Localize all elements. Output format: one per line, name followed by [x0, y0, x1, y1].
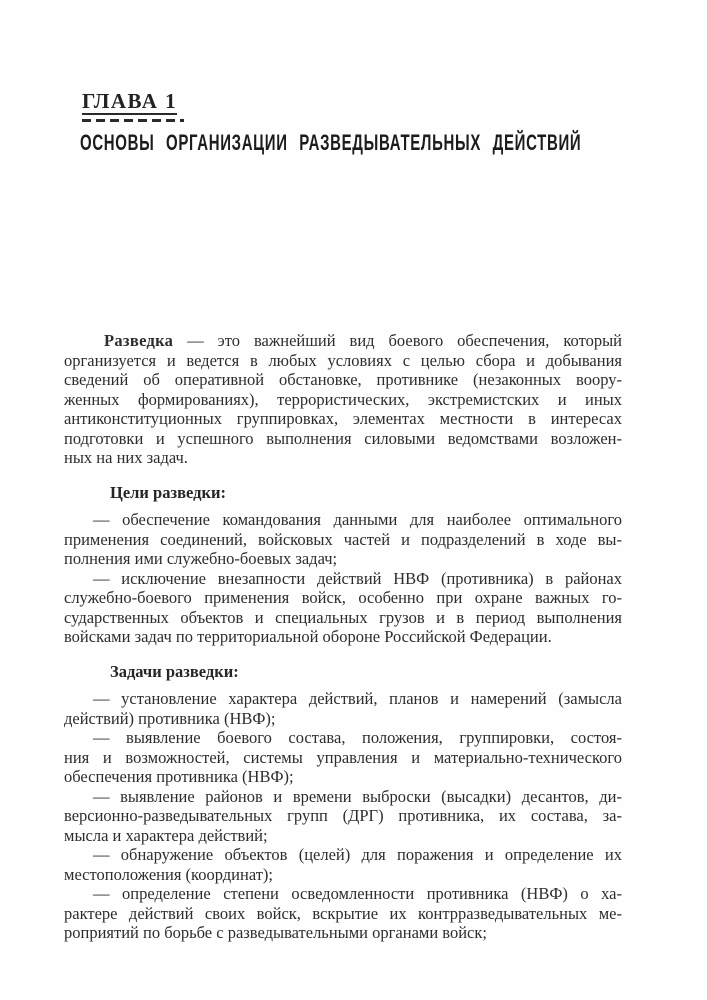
- text-line: войсками задач по территориальной обороне Российской Федерации.: [64, 627, 552, 646]
- chapter-dashed-underline: [82, 119, 184, 122]
- list-item: [64, 787, 622, 846]
- text-line: полнения ими служебно-боевых задач;: [64, 549, 338, 568]
- text-line: сведений об оперативной обстановке, противнике (незаконных воору-: [64, 370, 622, 389]
- text-line: — выявление боевого состава, положения, группировки, состоя-: [93, 728, 622, 747]
- chapter-title: ОСНОВЫ ОРГАНИЗАЦИИ РАЗВЕДЫВАТЕЛЬНЫХ ДЕЙСТВИЙ: [80, 130, 582, 155]
- chapter-label: ГЛАВА 1: [82, 89, 178, 113]
- text-line: сударственных объектов и специальных грузов и в период выполнения: [64, 607, 622, 627]
- intro-paragraph: [64, 331, 622, 468]
- list-item: [64, 845, 622, 884]
- text-line: служебно-боевого применения войск, особенно при охране важных го-: [64, 588, 622, 607]
- section-goals: [64, 483, 622, 647]
- text-line: мысла и характера действий;: [64, 825, 268, 845]
- text-line: ния и возможностей, системы управления и материально-технического: [64, 747, 622, 767]
- list-item: [64, 728, 622, 787]
- text-line: — определение степени осведомленности противника (НВФ) о ха-: [93, 884, 622, 903]
- list-item: [64, 569, 622, 647]
- text-line: роприятий по борьбе с разведывательными органами войск;: [64, 923, 487, 942]
- text-line: местоположения (координат);: [64, 864, 274, 884]
- chapter-heading-block: [82, 90, 184, 122]
- section-tasks: [64, 662, 622, 943]
- list-item: [64, 689, 622, 728]
- text-line: подготовки и успешного выполнения силовыми ведомствами возложен-: [64, 428, 622, 448]
- text-line: действий) противника (НВФ);: [64, 708, 276, 728]
- text-line: — установление характера действий, планов и намерений (замысла: [93, 689, 622, 708]
- text-line: [64, 331, 622, 351]
- list-item: [64, 510, 622, 569]
- text-line: применения соединений, войсковых частей и подразделений в ходе вы-: [64, 529, 622, 549]
- intro-lead-term: Разведка: [104, 331, 174, 350]
- text-line: обеспечения противника (НВФ);: [64, 767, 294, 786]
- text-line: женных формированиях), террористических, экстремистских и иных: [64, 389, 622, 409]
- section-heading-tasks: Задачи разведки:: [110, 661, 239, 681]
- text-line: — выявление районов и времени выброски (высадки) десантов, ди-: [93, 786, 622, 806]
- text-line: версионно-разведывательных групп (ДРГ) противника, их состава, за-: [64, 806, 622, 825]
- section-heading-goals: Цели разведки:: [110, 482, 226, 502]
- text-line: — обеспечение командования данными для наиболее оптимального: [93, 510, 622, 529]
- text-line: организуется и ведется в любых условиях с целью сбора и добывания: [64, 350, 622, 370]
- text-line: антиконституционных группировках, элементах местности в интересах: [64, 409, 622, 428]
- text-line: — обнаружение объектов (целей) для поражения и определение их: [93, 845, 622, 864]
- text-line: рактере действий своих войск, вскрытие их контрразведывательных ме-: [64, 903, 622, 923]
- list-item: [64, 884, 622, 943]
- intro-first-line-rest: — это важнейший вид боевого обеспечения, который: [173, 331, 622, 350]
- page-body-text: [64, 331, 622, 943]
- text-line: — исключение внезапности действий НВФ (противника) в районах: [93, 568, 622, 588]
- text-line: ных на них задач.: [64, 448, 188, 467]
- intro-rest-lines: [64, 351, 622, 468]
